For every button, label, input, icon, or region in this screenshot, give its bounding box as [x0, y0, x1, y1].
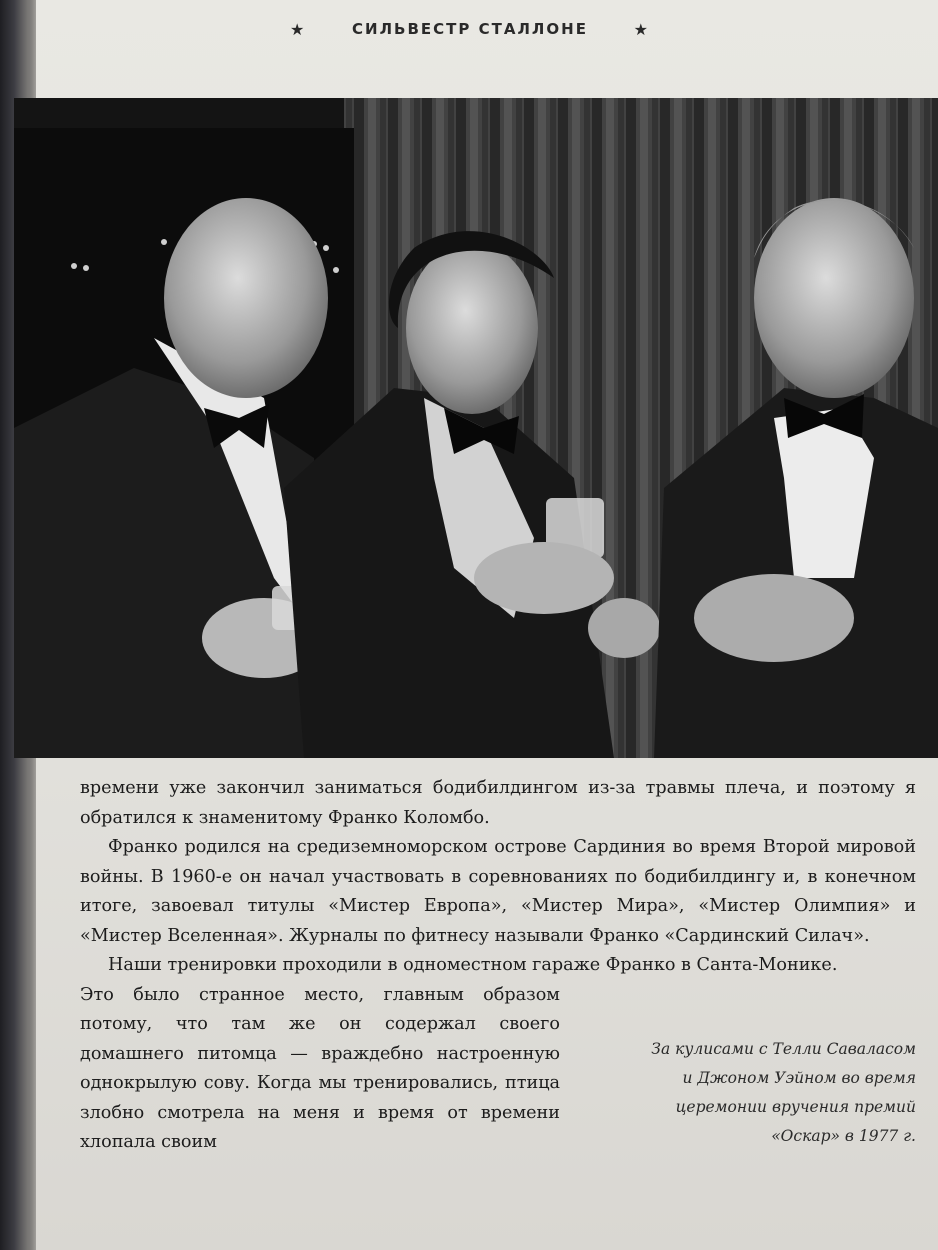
paragraph-3-first-line: Наши тренировки проходили в одноместном гараже Франко в Санта-Монике. — [108, 955, 838, 975]
paragraph-3-rest: Это было странное место, главным образом потому, что там же он содержал своего домашнего питомца — враждебно настроенную однокрылую сову. Когда мы тренировались, птица злобно смотрела на меня и время от времени хлопала своим — [80, 984, 560, 1152]
photo-illustration — [14, 98, 938, 758]
paragraph-2: Франко родился на средиземноморском острове Сардиния во время Второй мировой войны. В 1960-е он начал участвовать в соревнованиях по бодибилдингу и, в конечном итоге, завоевал титулы «Мистер Европа», «Мистер Мира», «Мистер Олимпия» и «Мистер Вселенная». Журналы по фитнесу называли Франко «Сардинский Силач». — [80, 837, 916, 946]
star-icon: ★ — [290, 19, 307, 39]
caption-line: и Джоном Уэйном во время — [682, 1068, 916, 1087]
running-head-title: СИЛЬВЕСТР СТАЛЛОНЕ — [352, 20, 588, 38]
photo-caption — [586, 1035, 916, 1151]
caption-line: За кулисами с Телли Саваласом — [651, 1039, 916, 1058]
body-text — [80, 774, 916, 1158]
paragraph-1: времени уже закончил заниматься бодибилдингом из-за травмы плеча, и поэтому я обратился к знаменитому Франко Коломбо. — [80, 778, 916, 828]
caption-line: церемонии вручения премий — [675, 1097, 916, 1116]
photo-three-men — [14, 98, 938, 758]
star-icon: ★ — [633, 19, 650, 39]
text-with-caption — [80, 981, 916, 1158]
caption-line: «Оскар» в 1977 г. — [771, 1126, 916, 1145]
running-head — [290, 14, 650, 44]
